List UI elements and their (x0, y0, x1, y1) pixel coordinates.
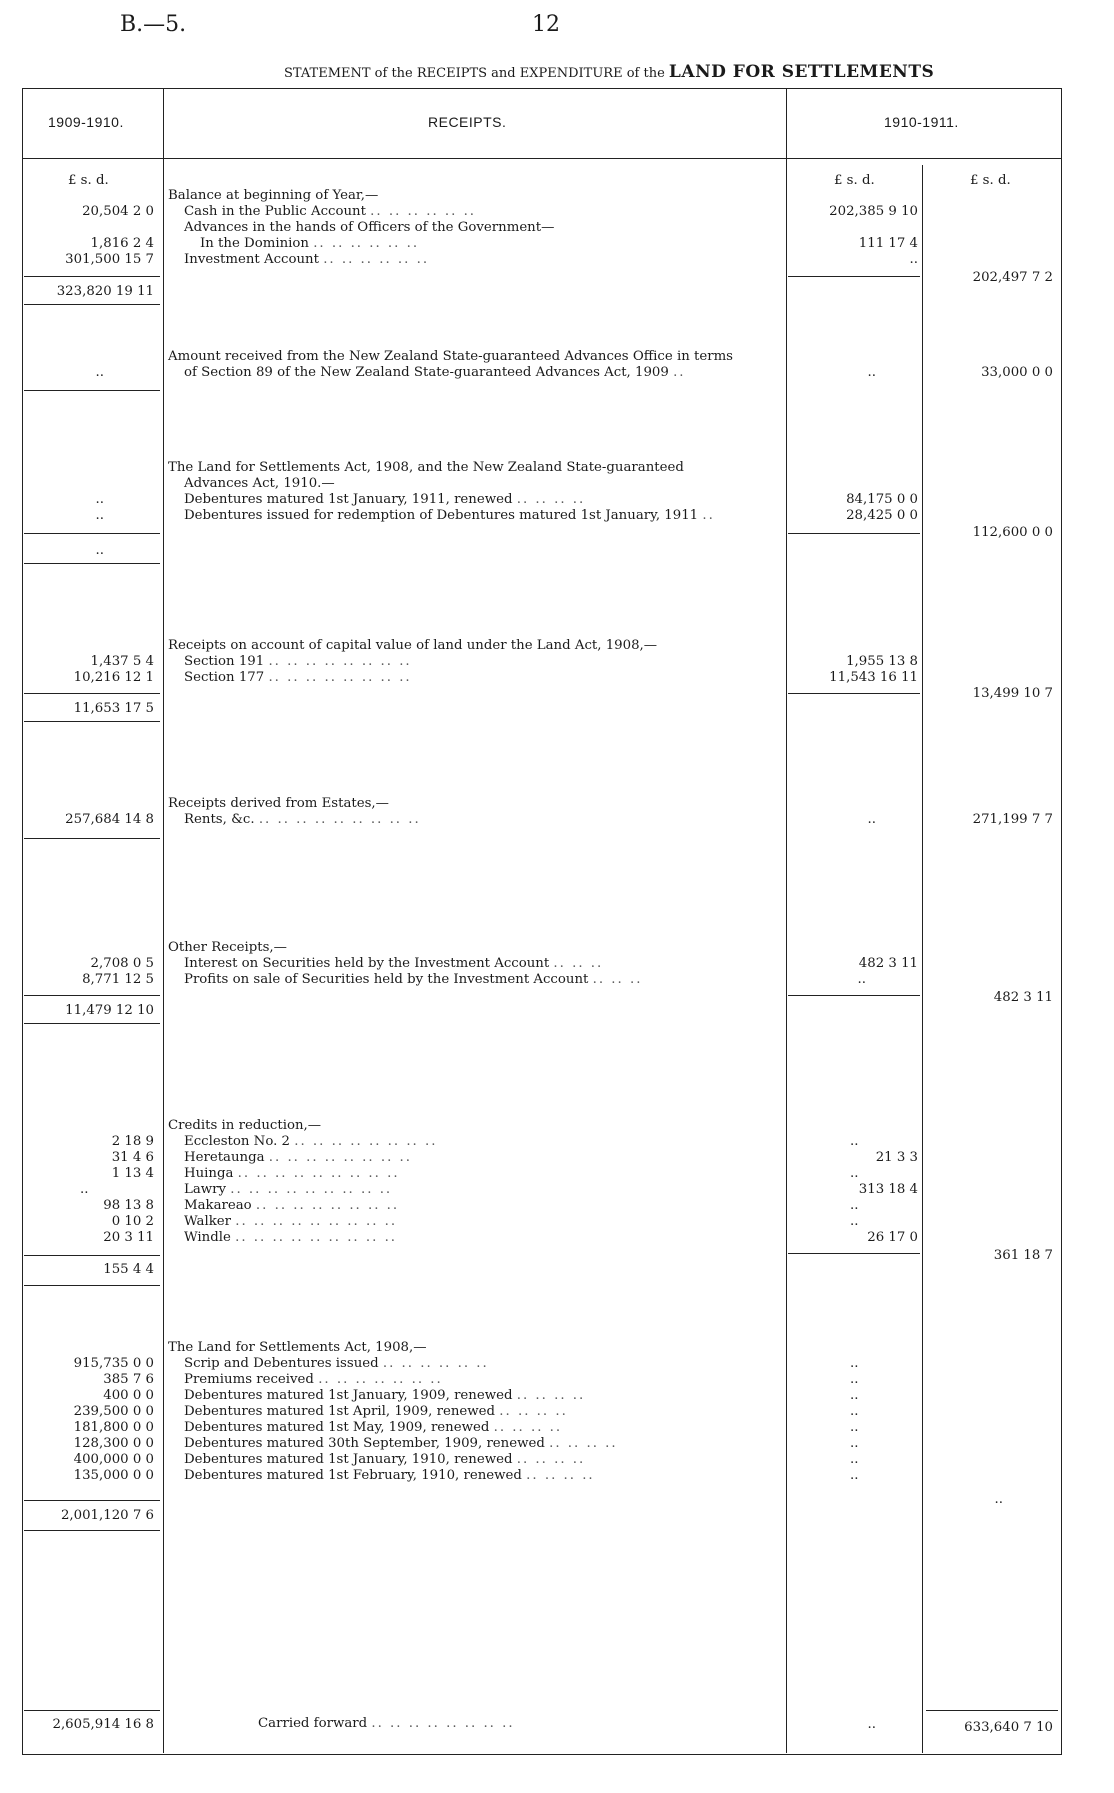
carried-total: 633,640 7 10 (964, 1720, 1053, 1735)
credit-curr: .. (850, 1166, 859, 1181)
credit-curr: 313 18 4 (858, 1182, 918, 1197)
balance-investment-prev: 301,500 15 7 (65, 252, 154, 267)
rule (24, 1023, 160, 1024)
lfs-adv-line1: The Land for Settlements Act, 1908, and the New Zealand State-guaranteed (168, 460, 684, 475)
header-receipts: RECEIPTS. (428, 114, 507, 130)
rule (24, 533, 160, 534)
credit-prev: 1 13 4 (111, 1166, 154, 1181)
estates-rents-label: Rents, &c. .. .. .. .. .. .. .. .. .. (184, 812, 421, 827)
spacer (786, 220, 918, 236)
lfs-prev-values (24, 1356, 154, 1484)
rule (24, 1285, 160, 1286)
lfs-item-curr: .. (850, 1468, 859, 1483)
capital-s177-prev: 10,216 12 1 (73, 670, 154, 685)
other-profits-curr: .. (857, 972, 866, 987)
balance-dominion-curr: 111 17 4 (858, 236, 918, 251)
balance-heading: Balance at beginning of Year,— (168, 188, 379, 203)
carried-prev: 2,605,914 16 8 (52, 1717, 154, 1732)
lfs-item-curr: .. (850, 1452, 859, 1467)
section-balance (168, 188, 788, 268)
header-rule (22, 158, 1062, 159)
capital-s191-curr: 1,955 13 8 (846, 654, 918, 669)
lfs-item-label: Debentures matured 1st April, 1909, renewed .. .. .. .. (184, 1404, 568, 1419)
other-prev-total: 11,479 12 10 (65, 1003, 154, 1018)
rule (24, 838, 160, 839)
divider-mid (786, 88, 787, 1753)
credit-label: Windle .. .. .. .. .. .. .. .. .. (184, 1230, 398, 1245)
table-frame (22, 88, 1062, 1755)
divider-right (922, 165, 923, 1753)
rule (24, 304, 160, 305)
estates-rents-prev: 257,684 14 8 (65, 812, 154, 827)
credits-curr-values (786, 1134, 918, 1246)
lfs-item-label: Debentures matured 1st January, 1909, renewed .. .. .. .. (184, 1388, 586, 1403)
capital-total: 13,499 10 7 (972, 686, 1053, 701)
page-id: B.—5. (120, 12, 187, 37)
lfs-item-curr: .. (850, 1356, 859, 1371)
lfs-item-label: Debentures matured 30th September, 1909, renewed .. .. .. .. (184, 1436, 618, 1451)
credit-label: Walker .. .. .. .. .. .. .. .. .. (184, 1214, 398, 1229)
credit-curr: 26 17 0 (867, 1230, 918, 1245)
lfs-adv-item1-label: Debentures matured 1st January, 1911, renewed .. .. .. .. (184, 492, 586, 507)
balance-cash-curr: 202,385 9 10 (829, 204, 918, 219)
other-profits-label: Profits on sale of Securities held by the Investment Account .. .. .. (184, 972, 643, 987)
lfs-item-prev: 128,300 0 0 (73, 1436, 154, 1451)
credits-total: 361 18 7 (993, 1248, 1053, 1263)
other-heading: Other Receipts,— (168, 940, 287, 955)
advances-curr: .. (867, 365, 876, 380)
capital-s177-label: Section 177 .. .. .. .. .. .. .. .. (184, 670, 412, 685)
capital-prev-total: 11,653 17 5 (73, 701, 154, 716)
section-advances-office (168, 349, 788, 381)
rule (24, 693, 160, 694)
lfs-item-prev: 915,735 0 0 (73, 1356, 154, 1371)
lfs-item-prev: 239,500 0 0 (73, 1404, 154, 1419)
credit-label: Eccleston No. 2 .. .. .. .. .. .. .. .. (184, 1134, 438, 1149)
lfs-item-label: Premiums received .. .. .. .. .. .. .. (184, 1372, 443, 1387)
lfs-item-prev: 400 0 0 (103, 1388, 154, 1403)
lfs-heading: The Land for Settlements Act, 1908,— (168, 1340, 427, 1355)
credit-curr: .. (850, 1214, 859, 1229)
lfs-adv-item2-curr: 28,425 0 0 (846, 508, 918, 523)
credit-label: Heretaunga .. .. .. .. .. .. .. .. (184, 1150, 412, 1165)
lfs-item-curr: .. (850, 1436, 859, 1451)
rule (24, 1710, 160, 1711)
lfs-item-curr: .. (850, 1372, 859, 1387)
other-total: 482 3 11 (993, 990, 1053, 1005)
rule (788, 995, 920, 996)
lfs-adv-item2-label: Debentures issued for redemption of Debentures matured 1st January, 1911 .. (184, 508, 715, 523)
lfs-item-label: Debentures matured 1st May, 1909, renewed .. .. .. .. (184, 1420, 563, 1435)
lfs-item-prev: 400,000 0 0 (73, 1452, 154, 1467)
lfs-item-curr: .. (850, 1404, 859, 1419)
capital-heading: Receipts on account of capital value of land under the Land Act, 1908,— (168, 638, 658, 653)
carried-curr: .. (867, 1717, 876, 1732)
lfs-item-prev: 181,800 0 0 (73, 1420, 154, 1435)
advances-line1: Amount received from the New Zealand State-guaranteed Advances Office in terms (168, 349, 734, 364)
advances-prev: .. (95, 365, 104, 380)
lfs-adv-line2: Advances Act, 1910.— (184, 476, 335, 491)
unit-inner: £ s. d. (834, 173, 875, 188)
rule (24, 1500, 160, 1501)
credit-prev: 0 10 2 (111, 1214, 154, 1229)
statement-title (284, 62, 934, 82)
balance-investment-curr: .. (909, 252, 918, 267)
lfs-adv-total: 112,600 0 0 (972, 525, 1053, 540)
lfs-total: .. (994, 1492, 1003, 1507)
estates-rents-curr: .. (867, 812, 876, 827)
balance-cash-prev: 20,504 2 0 (82, 204, 154, 219)
balance-prev-values (24, 204, 154, 268)
section-other (168, 940, 788, 988)
section-lfs-act (168, 1340, 788, 1484)
balance-advances-label: Advances in the hands of Officers of the Government— (184, 220, 555, 235)
section-estates (168, 796, 788, 828)
balance-total: 202,497 7 2 (972, 270, 1053, 285)
rule (788, 533, 920, 534)
credits-prev-values (24, 1134, 154, 1246)
balance-investment-label: Investment Account .. .. .. .. .. .. (184, 252, 430, 267)
advances-total: 33,000 0 0 (981, 365, 1053, 380)
rule (24, 563, 160, 564)
credit-label: Lawry .. .. .. .. .. .. .. .. .. (184, 1182, 393, 1197)
unit-prev: £ s. d. (68, 173, 109, 188)
rule (788, 1253, 920, 1254)
capital-s191-prev: 1,437 5 4 (90, 654, 154, 669)
rule (24, 721, 160, 722)
credits-prev-total: 155 4 4 (103, 1262, 154, 1277)
estates-total: 271,199 7 7 (972, 812, 1053, 827)
section-credits (168, 1118, 788, 1246)
lfs-item-prev: 135,000 0 0 (73, 1468, 154, 1483)
other-profits-prev: 8,771 12 5 (82, 972, 154, 987)
unit-outer: £ s. d. (970, 173, 1011, 188)
credit-prev: 31 4 6 (111, 1150, 154, 1165)
credit-curr: .. (850, 1198, 859, 1213)
lfs-adv-item1-prev: .. (95, 492, 104, 507)
credit-label: Makareao .. .. .. .. .. .. .. .. (184, 1198, 400, 1213)
rule (788, 693, 920, 694)
estates-heading: Receipts derived from Estates,— (168, 796, 389, 811)
divider-left (163, 88, 164, 1753)
balance-cash-label: Cash in the Public Account .. .. .. .. .. .. (184, 204, 477, 219)
spacer (24, 220, 154, 236)
header-curr-year: 1910-1911. (884, 114, 959, 130)
balance-dominion-label: In the Dominion .. .. .. .. .. .. (200, 236, 420, 251)
lfs-item-label: Debentures matured 1st January, 1910, renewed .. .. .. .. (184, 1452, 586, 1467)
rule (24, 1255, 160, 1256)
lfs-prev-total: 2,001,120 7 6 (60, 1508, 154, 1523)
section-lfs-adv (168, 460, 788, 524)
rule (788, 276, 920, 277)
credit-prev: .. (80, 1182, 89, 1197)
other-interest-label: Interest on Securities held by the Investment Account .. .. .. (184, 956, 604, 971)
lfs-item-label: Scrip and Debentures issued .. .. .. .. .. .. (184, 1356, 489, 1371)
credit-curr: .. (850, 1134, 859, 1149)
credit-prev: 2 18 9 (111, 1134, 154, 1149)
credit-label: Huinga .. .. .. .. .. .. .. .. .. (184, 1166, 400, 1181)
header-prev-year: 1909-1910. (48, 114, 124, 130)
rule (24, 276, 160, 277)
balance-dominion-prev: 1,816 2 4 (90, 236, 154, 251)
capital-s177-curr: 11,543 16 11 (829, 670, 918, 685)
advances-line2: of Section 89 of the New Zealand State-guaranteed Advances Act, 1909 .. (184, 365, 686, 380)
rule (24, 995, 160, 996)
rule (24, 390, 160, 391)
lfs-item-prev: 385 7 6 (103, 1372, 154, 1387)
credit-prev: 20 3 11 (103, 1230, 154, 1245)
balance-prev-total: 323,820 19 11 (56, 284, 154, 299)
rule (24, 1530, 160, 1531)
lfs-adv-item1-curr: 84,175 0 0 (846, 492, 918, 507)
lfs-adv-item2-prev: .. (95, 508, 104, 523)
balance-curr-values (786, 204, 918, 268)
title-emph: LAND FOR SETTLEMENTS (668, 62, 935, 82)
other-interest-curr: 482 3 11 (858, 956, 918, 971)
lfs-item-label: Debentures matured 1st February, 1910, renewed .. .. .. .. (184, 1468, 595, 1483)
lfs-adv-prev-total: .. (95, 543, 104, 558)
rule (926, 1710, 1058, 1711)
title-prefix: STATEMENT of the RECEIPTS and EXPENDITURE of the (284, 66, 665, 81)
credit-prev: 98 13 8 (103, 1198, 154, 1213)
lfs-item-curr: .. (850, 1420, 859, 1435)
carried-label: Carried forward .. .. .. .. .. .. .. .. (258, 1716, 515, 1731)
credits-heading: Credits in reduction,— (168, 1118, 322, 1133)
page-number: 12 (532, 12, 560, 37)
lfs-item-curr: .. (850, 1388, 859, 1403)
capital-s191-label: Section 191 .. .. .. .. .. .. .. .. (184, 654, 412, 669)
section-capital (168, 638, 788, 686)
credit-curr: 21 3 3 (875, 1150, 918, 1165)
other-interest-prev: 2,708 0 5 (90, 956, 154, 971)
lfs-curr-values (786, 1356, 918, 1484)
